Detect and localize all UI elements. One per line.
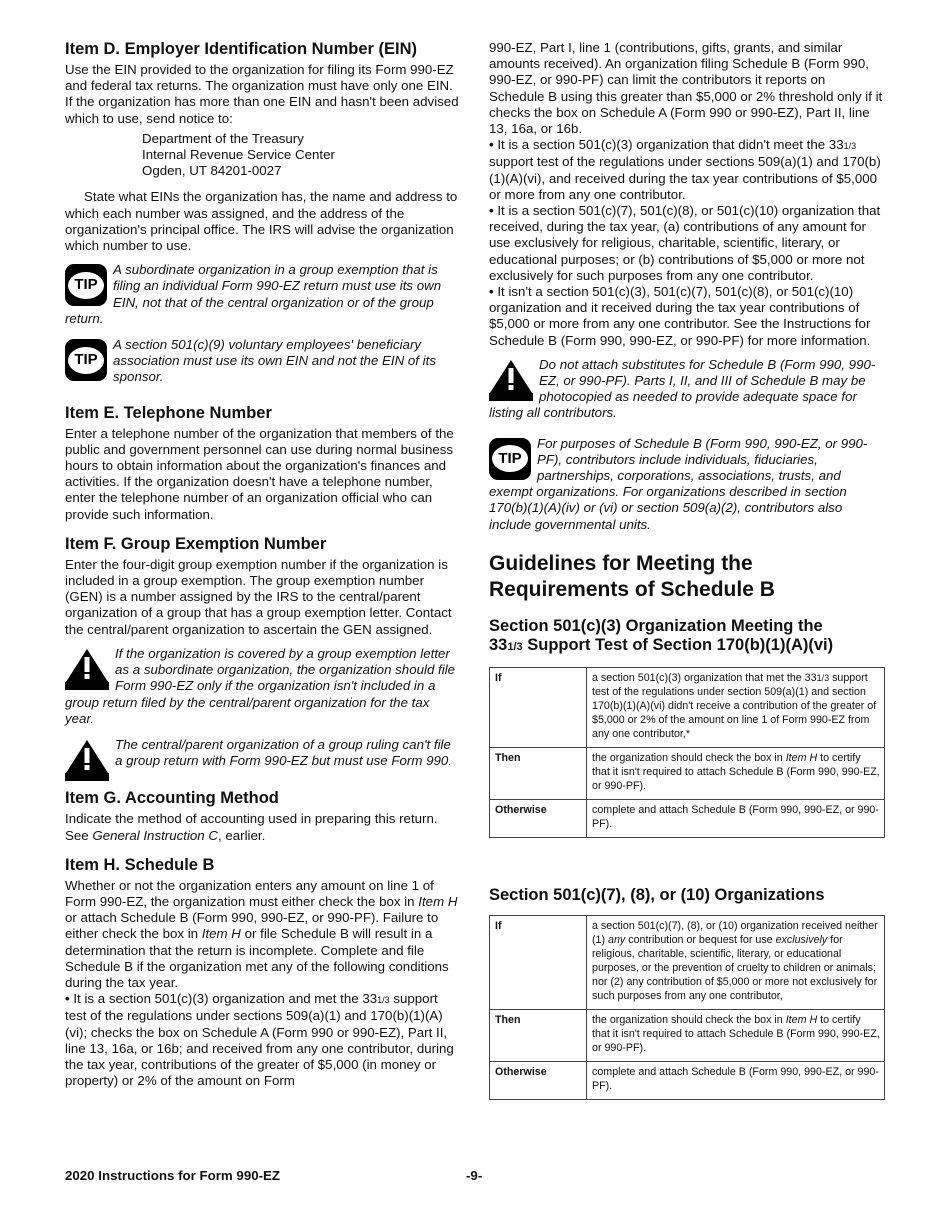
caution-icon xyxy=(65,648,109,690)
table-row xyxy=(490,799,885,837)
table-value: complete and attach Schedule B (Form 990, 990-EZ, or 990-PF). xyxy=(587,799,885,837)
item-e-paragraph: Enter a telephone number of the organization that members of the public and government personnel can use during normal business hours to obtain information about the organization's finances and activities. If the organization doesn't have a telephone number, enter the telephone number of an organization official who can provide such information. xyxy=(65,425,454,522)
table-value: complete and attach Schedule B (Form 990, 990-EZ, or 990-PF). xyxy=(587,1061,885,1099)
item-d-paragraph-2: State what EINs the organization has, the name and address to which each number was assigned, and the address of the organization's principal office. The IRS will advise the organization which number to use. xyxy=(65,189,458,254)
table-row xyxy=(490,1061,885,1099)
table-key: Then xyxy=(490,1009,587,1061)
table-key: Otherwise xyxy=(490,799,587,837)
table-key: Then xyxy=(490,747,587,799)
item-e-heading: Item E. Telephone Number xyxy=(65,403,272,422)
caution-text: If the organization is covered by a group exemption letter as a subordinate organization, the organization should file Form 990-EZ only if the organization isn't included in a group return filed by the central/parent organization for the tax year. xyxy=(65,645,456,726)
item-f-heading: Item F. Group Exemption Number xyxy=(65,534,327,553)
tip-icon: TIP xyxy=(65,264,107,306)
tip-text: A subordinate organization in a group exemption that is filing an individual Form 990-EZ return must use its own EIN, not that of the central organization or of the group return. xyxy=(65,262,442,326)
tip-note xyxy=(65,262,460,327)
section-501c7-table xyxy=(489,915,885,1100)
item-g-paragraph: Indicate the method of accounting used in preparing this return. See General Instruction C, earlier. xyxy=(65,811,438,843)
guidelines-heading: Guidelines for Meeting the Requirements of Schedule B xyxy=(489,551,775,601)
table-value: the organization should check the box in Item H to certify that it isn't required to attach Schedule B (Form 990, 990-EZ, or 990-PF). xyxy=(587,747,885,799)
irs-address xyxy=(142,131,460,180)
table-value: the organization should check the box in Item H to certify that it isn't required to attach Schedule B (Form 990, 990-EZ, or 990-PF). xyxy=(587,1009,885,1061)
tip-text: For purposes of Schedule B (Form 990, 990-EZ, or 990-PF), contributors include individuals, fiduciaries, partnerships, corporations, associations, trusts, and exempt organizations. For organizations described in section 170(b)(1)(A)(iv) or (vi) or section 509(a)(2), contributors also include governmental units. xyxy=(489,435,868,532)
caution-note xyxy=(65,737,460,769)
item-g-heading: Item G. Accounting Method xyxy=(65,789,279,808)
section-501c7-heading: Section 501(c)(7), (8), or (10) Organizations xyxy=(489,885,825,904)
item-f-paragraph: Enter the four-digit group exemption number if the organization is included in a group exemption. The group exemption number (GEN) is a number assigned by the IRS to the central/parent organization of a group that has a group exemption letter. Contact the central/parent organization to ascertain the GEN assigned. xyxy=(65,556,452,637)
caution-note xyxy=(489,357,884,422)
bullet-item: • It is a section 501(c)(7), 501(c)(8), or 501(c)(10) organization that received, during the tax year, (a) contributions of any amount for use exclusively for religious, charitable, scientific, literary, or educational purposes; or (b) contributions of $5,000 or more not exclusively for such purposes from any one contributor. xyxy=(489,203,881,283)
tip-note xyxy=(489,436,884,533)
bullet-item: • It is a section 501(c)(3) organization that didn't meet the 331/3 support test of the regulations under sections 509(a)(1) and 170(b)(1)(A)(vi), and received during the tax year contributions of $5,000 or more from any one contributor. xyxy=(489,137,881,202)
tip-icon: TIP xyxy=(489,438,531,480)
address-line: Internal Revenue Service Center xyxy=(142,147,335,163)
caution-icon xyxy=(65,739,109,781)
table-value: a section 501(c)(3) organization that met the 331/3 support test of the regulations under section 509(a)(1) and section 170(b)(1)(A)(vi) didn't receive a contribution of the greater of $5,000 or 2% of the amount on line 1 of Form 990-EZ from any one contributor,* xyxy=(587,667,885,747)
continued-paragraph: 990-EZ, Part I, line 1 (contributions, gifts, grants, and similar amounts received). An organization filing Schedule B (Form 990, 990-EZ, or 990-PF) can limit the contributors it reports on Schedule B using this greater than $5,000 or 2% threshold only if it checks the box on Schedule A (Form 990 or 990-EZ), Part II, line 13, 16a, or 16b. xyxy=(489,40,883,137)
item-h-heading: Item H. Schedule B xyxy=(65,855,215,874)
item-d-heading: Item D. Employer Identification Number (EIN) xyxy=(65,40,418,58)
tip-icon: TIP xyxy=(65,339,107,381)
caution-text: The central/parent organization of a group ruling can't file a group return with Form 990-EZ but must use Form 990. xyxy=(115,736,452,769)
bullet-item: • It isn't a section 501(c)(3), 501(c)(7), 501(c)(8), or 501(c)(10) organization and it received during the tax year contributions of $5,000 or more from any one contributor. See the Instructions for Schedule B (Form 990, 990-EZ, or 990-PF) for more information. xyxy=(489,284,871,348)
caution-icon xyxy=(489,359,533,401)
table-key: If xyxy=(490,915,587,1009)
caution-text: Do not attach substitutes for Schedule B (Form 990, 990-EZ, or 990-PF). Parts I, II, and III of Schedule B may be photocopied as needed to provide adequate space for listing all contributors. xyxy=(489,356,876,421)
address-line: Department of the Treasury xyxy=(142,130,304,146)
bullet-item: • It is a section 501(c)(3) organization and met the 331/3 support test of the regulations under sections 509(a)(1) and 170(b)(1)(A)(vi); checks the box on Schedule A (Form 990 or 990-EZ), Part II, line 13, 16a, or 16b; and received from any one contributor, during the tax year, contributions of the greater of $5,000 (in money or property) or 2% of the amount on Form xyxy=(65,991,454,1089)
page-number: -9- xyxy=(466,1168,483,1183)
address-line: Ogden, UT 84201-0027 xyxy=(142,163,282,179)
section-501c3-heading: Section 501(c)(3) Organization Meeting the 331/3 Support Test of Section 170(b)(1)(A)(vi) xyxy=(489,616,834,654)
table-key: Otherwise xyxy=(490,1061,587,1099)
right-column xyxy=(489,40,884,1100)
table-row xyxy=(490,667,885,747)
table-key: If xyxy=(490,667,587,747)
item-d-paragraph: Use the EIN provided to the organization for filing its Form 990-EZ and federal tax returns. The organization must have only one EIN. If the organization has more than one EIN and hasn't been advised which to use, send notice to: xyxy=(65,62,459,126)
table-row xyxy=(490,747,885,799)
tip-note xyxy=(65,337,460,386)
section-501c3-table xyxy=(489,667,885,838)
caution-note xyxy=(65,646,460,727)
left-column xyxy=(65,40,460,1089)
table-row xyxy=(490,1009,885,1061)
item-h-paragraph: Whether or not the organization enters any amount on line 1 of Form 990-EZ, the organization must either check the box in Item H or attach Schedule B (Form 990, 990-EZ, or 990-PF). Failure to either check the box in Item H or file Schedule B will result in a determination that the return is incomplete. Complete and file Schedule B if the organization met any of the following conditions during the tax year. xyxy=(65,877,458,990)
table-value: a section 501(c)(7), (8), or (10) organization received neither (1) any contribution or bequest for use exclusively for religious, charitable, scientific, literary, or educational purposes, or the prevention of cruelty to children or animals; nor (2) any contribution of $5,000 or more not exclusively for such purposes from any one contributor, xyxy=(587,915,885,1009)
tip-text: A section 501(c)(9) voluntary employees' beneficiary association must use its own EIN and not the EIN of its sponsor. xyxy=(113,337,436,385)
table-row xyxy=(490,915,885,1009)
footer-title: 2020 Instructions for Form 990-EZ xyxy=(65,1168,281,1183)
